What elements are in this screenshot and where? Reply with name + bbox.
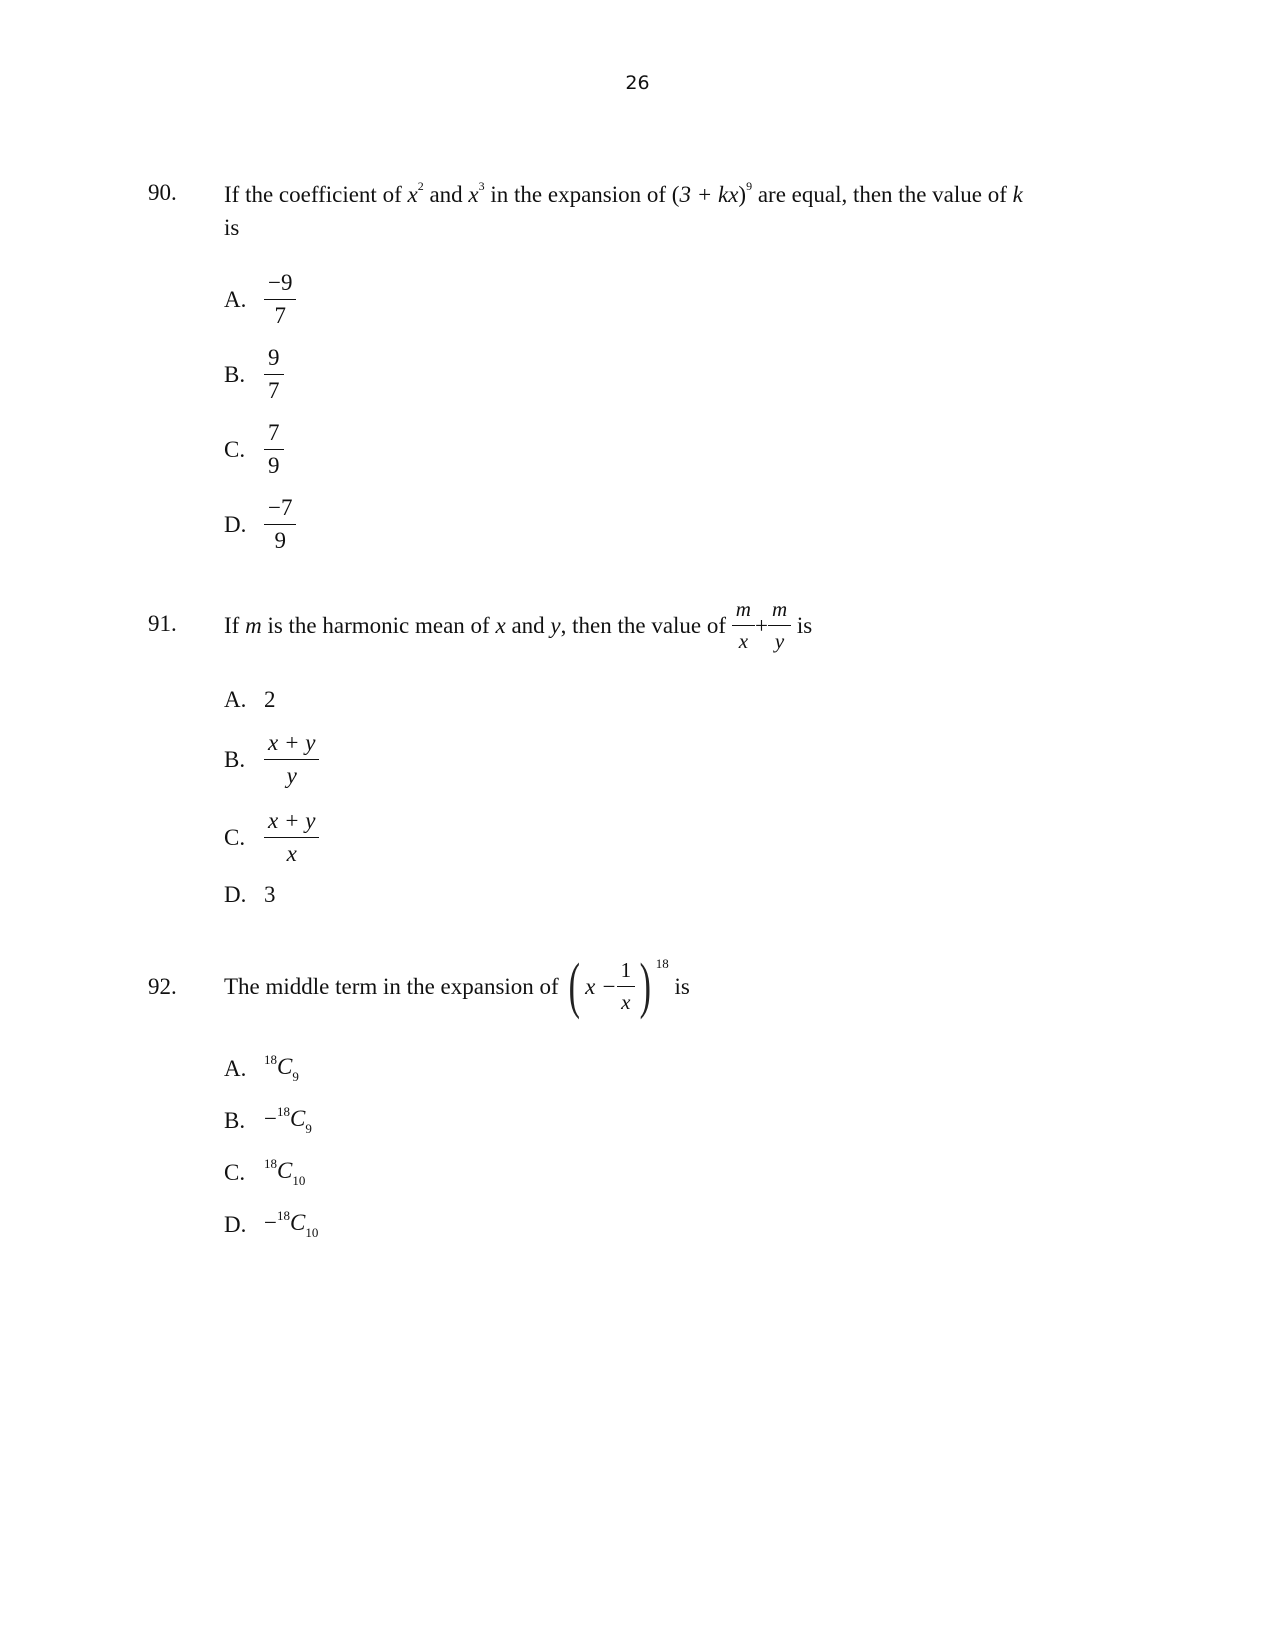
option-fraction (264, 730, 319, 790)
q90-option-b[interactable] (224, 345, 284, 405)
combination-superscript: 18 (264, 1052, 277, 1067)
fraction-numerator: m (732, 597, 755, 625)
fraction-numerator: −7 (264, 495, 296, 525)
combination-base: C (289, 1106, 306, 1131)
q90-option-c[interactable] (224, 420, 284, 480)
q90-expression-exponent: 9 (746, 179, 753, 193)
q90-expression: (3 + kx)$^9$ (671, 179, 753, 207)
q92-expression-x-minus: x − (585, 973, 617, 999)
q91-text-part: is the harmonic mean of (267, 612, 490, 638)
combination-base: C (277, 1158, 293, 1183)
q91-text-part: , then the value of (560, 612, 727, 638)
q91-var-m: m (245, 612, 262, 638)
q91-option-a[interactable] (224, 687, 276, 713)
fraction-denominator: 9 (274, 528, 286, 554)
option-label: D. (224, 1211, 247, 1237)
q91-var-x: x (495, 612, 506, 638)
option-fraction (264, 420, 284, 480)
option-combination (264, 1156, 305, 1189)
fraction-numerator: x + y (264, 808, 319, 838)
fraction-denominator: x (738, 628, 749, 653)
q91-option-b[interactable] (224, 730, 319, 790)
q91-text-and: and (511, 612, 545, 638)
option-label: A. (224, 1055, 247, 1081)
option-label: C. (224, 436, 246, 462)
combination-base: C (289, 1210, 306, 1235)
q91-var-y: y (550, 612, 561, 638)
option-label: B. (224, 361, 246, 387)
q90-option-d[interactable] (224, 495, 296, 555)
option-fraction (264, 270, 296, 330)
option-fraction (264, 495, 296, 555)
question-90-text (224, 180, 1023, 206)
q90-option-a[interactable] (224, 270, 296, 330)
question-92-text (224, 952, 690, 1020)
combination-superscript: 18 (276, 1104, 290, 1119)
q92-text-part: is (674, 973, 690, 999)
option-label: A. (224, 286, 247, 312)
q91-text-part: If (224, 612, 240, 638)
q90-var-x: x (407, 182, 418, 207)
combination-subscript: 9 (292, 1069, 299, 1084)
q90-exponent-3: 3 (478, 179, 485, 193)
fraction-numerator: −9 (264, 270, 296, 300)
question-90-number: 90. (148, 180, 177, 205)
q91-fraction-m-over-x (732, 597, 755, 652)
q90-var-k: k (1012, 182, 1023, 207)
option-sign: − (264, 1210, 277, 1235)
combination-superscript: 18 (264, 1156, 277, 1171)
fraction-denominator: 7 (274, 303, 286, 329)
left-parenthesis-icon: ( (569, 952, 581, 1020)
option-combination (264, 1208, 318, 1241)
q90-text-and: and (429, 182, 463, 207)
q90-var-x-2: x (468, 182, 479, 207)
q92-option-c[interactable] (224, 1156, 305, 1189)
question-91-text (224, 597, 812, 653)
option-label: A. (224, 687, 247, 712)
question-91-number: 91. (148, 611, 177, 636)
q92-option-a[interactable] (224, 1052, 299, 1085)
fraction-numerator: x + y (264, 730, 319, 760)
option-fraction (264, 808, 319, 868)
fraction-denominator: x (621, 989, 631, 1014)
q92-expression-exponent: 18 (655, 956, 669, 971)
fraction-numerator: 7 (264, 420, 284, 450)
option-label: D. (224, 511, 247, 537)
option-label: C. (224, 1159, 246, 1185)
option-combination (264, 1104, 312, 1137)
q92-fraction-one-over-x (617, 958, 636, 1013)
q90-text-part: are equal, then the value of (757, 182, 1007, 207)
q92-expression (564, 952, 669, 1020)
option-label: B. (224, 1107, 246, 1133)
page-number: 26 (625, 72, 650, 94)
fraction-numerator: m (768, 597, 791, 625)
q90-expression-inner: 3 + kx (679, 182, 739, 207)
q91-plus-sign: + (754, 612, 768, 638)
fraction-denominator: x (286, 841, 297, 867)
q90-text-part: in the expansion of (490, 182, 667, 207)
option-combination (264, 1052, 299, 1085)
q92-option-b[interactable] (224, 1104, 312, 1137)
combination-base: C (277, 1054, 293, 1079)
combination-subscript: 10 (292, 1173, 306, 1188)
q90-exponent-2: 2 (417, 179, 424, 193)
fraction-denominator: y (774, 628, 785, 653)
question-92-number: 92. (148, 974, 177, 999)
option-value: 2 (264, 687, 276, 712)
option-label: C. (224, 824, 246, 850)
combination-subscript: 10 (305, 1225, 319, 1240)
fraction-denominator: y (286, 763, 297, 789)
option-label: B. (224, 746, 246, 772)
question-90-text-continued: is (224, 215, 240, 240)
q91-text-part: is (796, 612, 813, 638)
q91-option-d[interactable] (224, 882, 276, 908)
option-label: D. (224, 882, 247, 907)
right-parenthesis-icon: ) (639, 952, 652, 1020)
combination-superscript: 18 (276, 1208, 290, 1223)
q90-text-part: If the coefficient of (224, 182, 402, 207)
combination-subscript: 9 (305, 1121, 312, 1136)
option-value: 3 (264, 882, 276, 907)
option-sign: − (264, 1106, 277, 1131)
q92-text-part: The middle term in the expansion of (224, 973, 559, 999)
q91-option-c[interactable] (224, 808, 319, 868)
q91-fraction-m-over-y (768, 597, 791, 652)
fraction-denominator: 9 (268, 453, 280, 479)
q92-option-d[interactable] (224, 1208, 318, 1241)
fraction-numerator: 9 (264, 345, 284, 375)
fraction-denominator: 7 (268, 378, 280, 404)
option-fraction (264, 345, 284, 405)
fraction-numerator: 1 (617, 958, 636, 986)
